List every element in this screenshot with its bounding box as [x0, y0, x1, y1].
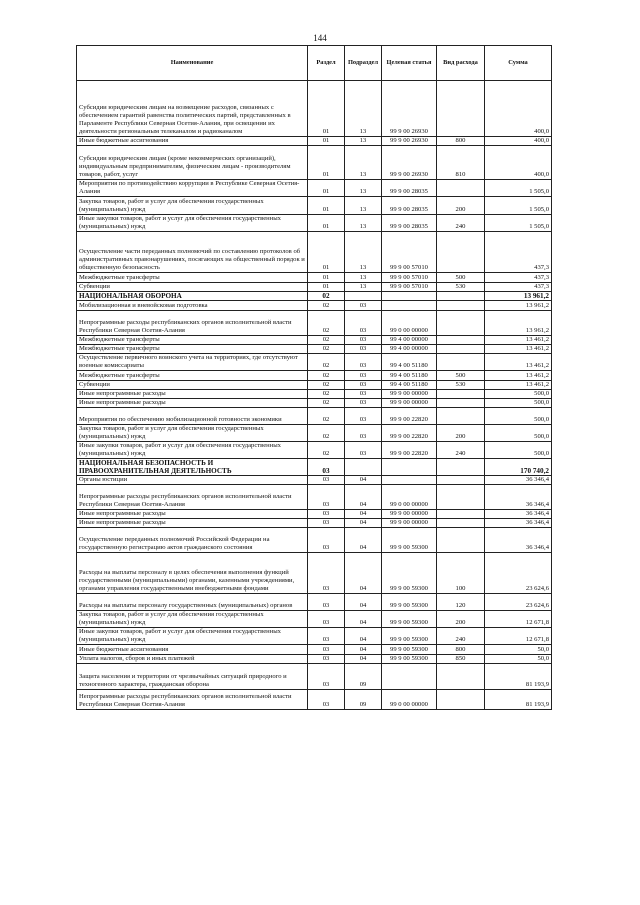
row-target-cell: 99 9 00 26930 [382, 137, 437, 146]
row-section-cell: 01 [308, 137, 345, 146]
row-expense-type-cell [437, 311, 485, 336]
row-subsection-cell: 13 [345, 283, 382, 292]
row-section-cell: 03 [308, 528, 345, 553]
row-section-cell: 01 [308, 180, 345, 197]
row-section-cell: 03 [308, 628, 345, 645]
row-target-cell: 99 9 00 28035 [382, 180, 437, 197]
row-target-cell: 99 9 00 59300 [382, 655, 437, 664]
table-row [77, 485, 552, 510]
row-name-cell: Субсидии юридическим лицам (кроме некоммерческих организаций), индивидуальным предпринимателям, физическим лицам - производителям товаров, работ, услуг [77, 146, 308, 180]
table-row [77, 628, 552, 645]
row-section-cell: 03 [308, 485, 345, 510]
table-row [77, 301, 552, 311]
table-row [77, 232, 552, 273]
row-subsection-cell: 03 [345, 425, 382, 442]
table-row [77, 664, 552, 690]
row-subsection-cell: 04 [345, 510, 382, 519]
row-subsection-cell: 03 [345, 371, 382, 381]
row-name-cell: Мобилизационная и вневойсковая подготовка [77, 301, 308, 311]
row-sum-cell: 36 346,4 [485, 476, 552, 485]
row-sum-cell: 36 346,4 [485, 485, 552, 510]
row-expense-type-cell: 810 [437, 146, 485, 180]
row-name-cell: Субвенции [77, 283, 308, 292]
row-target-cell: 99 9 00 28035 [382, 215, 437, 232]
row-sum-cell: 437,3 [485, 273, 552, 283]
table-row [77, 442, 552, 459]
table-row [77, 354, 552, 371]
row-section-cell: 02 [308, 311, 345, 336]
row-section-cell: 01 [308, 232, 345, 273]
row-name-cell: Межбюджетные трансферты [77, 371, 308, 381]
row-expense-type-cell: 800 [437, 645, 485, 655]
row-sum-cell: 50,0 [485, 655, 552, 664]
row-expense-type-cell [437, 81, 485, 137]
row-sum-cell: 1 505,0 [485, 215, 552, 232]
table-row [77, 408, 552, 425]
row-subsection-cell: 04 [345, 485, 382, 510]
row-expense-type-cell: 500 [437, 371, 485, 381]
row-subsection-cell: 03 [345, 390, 382, 399]
row-name-cell: Межбюджетные трансферты [77, 273, 308, 283]
row-expense-type-cell: 530 [437, 283, 485, 292]
row-subsection-cell: 09 [345, 664, 382, 690]
row-sum-cell: 500,0 [485, 425, 552, 442]
row-sum-cell: 81 193,9 [485, 690, 552, 710]
table-row [77, 655, 552, 664]
row-section-cell: 03 [308, 459, 345, 476]
row-name-cell: Иные закупки товаров, работ и услуг для обеспечения государственных (муниципальных) нужд [77, 442, 308, 459]
row-section-cell: 02 [308, 336, 345, 345]
row-target-cell: 99 9 00 22820 [382, 425, 437, 442]
row-name-cell: Осуществление первичного воинского учета на территориях, где отсутствуют военные комиссариаты [77, 354, 308, 371]
row-name-cell: Закупка товаров, работ и услуг для обеспечения государственных (муниципальных) нужд [77, 611, 308, 628]
row-section-cell: 03 [308, 645, 345, 655]
row-subsection-cell: 04 [345, 519, 382, 528]
row-subsection-cell: 03 [345, 442, 382, 459]
row-section-cell: 02 [308, 301, 345, 311]
row-expense-type-cell: 120 [437, 594, 485, 611]
row-subsection-cell: 03 [345, 336, 382, 345]
table-row [77, 137, 552, 146]
row-section-cell: 03 [308, 690, 345, 710]
row-target-cell [382, 301, 437, 311]
row-expense-type-cell [437, 528, 485, 553]
row-expense-type-cell: 850 [437, 655, 485, 664]
row-subsection-cell: 03 [345, 301, 382, 311]
header-name: Наименование [77, 46, 308, 81]
row-sum-cell: 81 193,9 [485, 664, 552, 690]
row-name-cell: Иные непрограммные расходы [77, 390, 308, 399]
row-sum-cell: 13 461,2 [485, 345, 552, 354]
row-name-cell: Осуществление части переданных полномочий по составлению протоколов об административных правонарушениях, посягающих на общественный порядок и общественную безопасность [77, 232, 308, 273]
table-row [77, 476, 552, 485]
row-target-cell: 99 0 00 00000 [382, 690, 437, 710]
row-section-cell: 02 [308, 425, 345, 442]
table-row [77, 345, 552, 354]
row-section-cell: 03 [308, 655, 345, 664]
row-name-cell: Иные бюджетные ассигнования [77, 137, 308, 146]
row-section-cell: 02 [308, 399, 345, 408]
row-sum-cell: 500,0 [485, 390, 552, 399]
row-name-cell: Защита населения и территории от чрезвычайных ситуаций природного и техногенного характера, гражданская оборона [77, 664, 308, 690]
row-expense-type-cell: 200 [437, 197, 485, 215]
table-row [77, 553, 552, 594]
table-row [77, 146, 552, 180]
row-sum-cell: 13 461,2 [485, 336, 552, 345]
row-subsection-cell: 13 [345, 146, 382, 180]
row-sum-cell: 12 671,8 [485, 628, 552, 645]
row-name-cell: Расходы на выплаты персоналу в целях обеспечения выполнения функций государственными (муниципальными) органами, казенными учреждениями, органами управления государственными внебюджетными фондами [77, 553, 308, 594]
table-row [77, 180, 552, 197]
row-target-cell: 99 9 00 57010 [382, 273, 437, 283]
row-name-cell: Мероприятия по обеспечению мобилизационной готовности экономики [77, 408, 308, 425]
row-name-cell: Непрограммные расходы республиканских органов исполнительной власти Республики Северная Осетия-Алания [77, 690, 308, 710]
row-section-cell: 01 [308, 215, 345, 232]
row-sum-cell: 170 740,2 [485, 459, 552, 476]
row-subsection-cell: 04 [345, 628, 382, 645]
row-subsection-cell: 04 [345, 594, 382, 611]
row-target-cell: 99 9 00 57010 [382, 283, 437, 292]
row-section-cell: 01 [308, 197, 345, 215]
table-row [77, 399, 552, 408]
row-section-cell: 02 [308, 345, 345, 354]
row-subsection-cell [345, 292, 382, 301]
row-sum-cell: 36 346,4 [485, 519, 552, 528]
table-row [77, 690, 552, 710]
header-expense-type: Вид расхода [437, 46, 485, 81]
row-expense-type-cell [437, 336, 485, 345]
row-expense-type-cell [437, 301, 485, 311]
table-row [77, 311, 552, 336]
row-sum-cell: 13 461,2 [485, 371, 552, 381]
page-number: 144 [313, 33, 327, 43]
row-target-cell: 99 9 00 00000 [382, 390, 437, 399]
row-target-cell: 99 9 00 59300 [382, 628, 437, 645]
row-section-cell: 03 [308, 519, 345, 528]
row-name-cell: Иные непрограммные расходы [77, 399, 308, 408]
row-section-cell: 01 [308, 81, 345, 137]
row-target-cell: 99 4 00 51180 [382, 381, 437, 390]
row-expense-type-cell [437, 232, 485, 273]
row-sum-cell: 36 346,4 [485, 510, 552, 519]
row-target-cell: 99 9 00 26930 [382, 81, 437, 137]
table-row [77, 197, 552, 215]
row-expense-type-cell [437, 292, 485, 301]
row-name-cell: Мероприятия по противодействию коррупции в Республике Северная Осетия-Алания [77, 180, 308, 197]
table-row [77, 215, 552, 232]
row-subsection-cell [345, 459, 382, 476]
row-sum-cell: 500,0 [485, 442, 552, 459]
row-subsection-cell: 13 [345, 81, 382, 137]
row-subsection-cell: 04 [345, 655, 382, 664]
row-sum-cell: 13 961,2 [485, 292, 552, 301]
row-subsection-cell: 03 [345, 408, 382, 425]
row-name-cell: Закупка товаров, работ и услуг для обеспечения государственных (муниципальных) нужд [77, 425, 308, 442]
table-row [77, 645, 552, 655]
row-expense-type-cell: 800 [437, 137, 485, 146]
table-row [77, 336, 552, 345]
row-sum-cell: 400,0 [485, 137, 552, 146]
row-expense-type-cell: 500 [437, 273, 485, 283]
row-subsection-cell: 03 [345, 345, 382, 354]
row-sum-cell: 23 624,6 [485, 553, 552, 594]
row-target-cell: 99 9 00 26930 [382, 146, 437, 180]
row-sum-cell: 1 505,0 [485, 197, 552, 215]
row-name-cell: Субвенции [77, 381, 308, 390]
row-sum-cell: 13 961,2 [485, 311, 552, 336]
row-subsection-cell: 13 [345, 273, 382, 283]
row-section-cell: 03 [308, 594, 345, 611]
row-expense-type-cell [437, 485, 485, 510]
row-name-cell: Иные закупки товаров, работ и услуг для обеспечения государственных (муниципальных) нужд [77, 628, 308, 645]
row-target-cell: 99 9 00 00000 [382, 399, 437, 408]
row-target-cell: 99 9 00 59300 [382, 611, 437, 628]
header-section: Раздел [308, 46, 345, 81]
row-subsection-cell: 03 [345, 381, 382, 390]
row-name-cell: Органы юстиции [77, 476, 308, 485]
row-sum-cell: 12 671,8 [485, 611, 552, 628]
row-section-cell: 01 [308, 283, 345, 292]
row-sum-cell: 437,3 [485, 232, 552, 273]
table-row [77, 594, 552, 611]
row-target-cell: 99 4 00 51180 [382, 371, 437, 381]
table-row [77, 371, 552, 381]
row-target-cell: 99 0 00 00000 [382, 485, 437, 510]
row-subsection-cell: 13 [345, 232, 382, 273]
row-subsection-cell: 03 [345, 354, 382, 371]
row-name-cell: Субсидии юридическим лицам на возмещение расходов, связанных с обеспечением гарантий равенства политических партий, представленных в Парламенте Республики Северная Осетия-Алания, при освещении их деятельности региональным телеканалом и радиоканалом [77, 81, 308, 137]
row-sum-cell: 23 624,6 [485, 594, 552, 611]
row-target-cell: 99 9 00 22820 [382, 408, 437, 425]
table-row [77, 611, 552, 628]
row-target-cell [382, 459, 437, 476]
row-subsection-cell: 13 [345, 180, 382, 197]
header-subsection: Подраздел [345, 46, 382, 81]
row-sum-cell: 13 961,2 [485, 301, 552, 311]
row-name-cell: Межбюджетные трансферты [77, 336, 308, 345]
table-row [77, 425, 552, 442]
row-section-cell: 01 [308, 146, 345, 180]
row-sum-cell: 36 346,4 [485, 528, 552, 553]
row-target-cell: 99 9 00 59300 [382, 528, 437, 553]
row-target-cell: 99 4 00 00000 [382, 345, 437, 354]
row-expense-type-cell [437, 510, 485, 519]
row-target-cell: 99 9 00 22820 [382, 442, 437, 459]
row-section-cell: 02 [308, 354, 345, 371]
row-subsection-cell: 13 [345, 215, 382, 232]
row-expense-type-cell: 100 [437, 553, 485, 594]
row-expense-type-cell [437, 476, 485, 485]
row-name-cell: Иные непрограммные расходы [77, 510, 308, 519]
row-section-cell: 02 [308, 408, 345, 425]
row-name-cell: Межбюджетные трансферты [77, 345, 308, 354]
row-sum-cell: 50,0 [485, 645, 552, 655]
table-row [77, 519, 552, 528]
row-expense-type-cell: 200 [437, 611, 485, 628]
row-subsection-cell: 13 [345, 137, 382, 146]
row-expense-type-cell [437, 690, 485, 710]
table-row [77, 273, 552, 283]
table-row [77, 81, 552, 137]
row-name-cell: НАЦИОНАЛЬНАЯ БЕЗОПАСНОСТЬ И ПРАВООХРАНИТЕЛЬНАЯ ДЕЯТЕЛЬНОСТЬ [77, 459, 308, 476]
row-subsection-cell: 04 [345, 611, 382, 628]
row-expense-type-cell [437, 399, 485, 408]
row-sum-cell: 437,3 [485, 283, 552, 292]
row-section-cell: 02 [308, 390, 345, 399]
row-target-cell: 99 9 00 00000 [382, 519, 437, 528]
row-subsection-cell: 04 [345, 553, 382, 594]
row-name-cell: Уплата налогов, сборов и иных платежей [77, 655, 308, 664]
row-expense-type-cell [437, 408, 485, 425]
header-target: Целевая статья [382, 46, 437, 81]
row-expense-type-cell [437, 180, 485, 197]
row-section-cell: 02 [308, 442, 345, 459]
table-row [77, 459, 552, 476]
row-sum-cell: 400,0 [485, 81, 552, 137]
table-row [77, 381, 552, 390]
row-name-cell: Закупка товаров, работ и услуг для обеспечения государственных (муниципальных) нужд [77, 197, 308, 215]
row-sum-cell: 500,0 [485, 408, 552, 425]
row-target-cell: 99 9 00 28035 [382, 197, 437, 215]
table-row [77, 292, 552, 301]
row-subsection-cell: 03 [345, 399, 382, 408]
row-expense-type-cell [437, 354, 485, 371]
row-target-cell: 99 4 00 00000 [382, 336, 437, 345]
row-expense-type-cell: 240 [437, 628, 485, 645]
row-expense-type-cell: 530 [437, 381, 485, 390]
row-name-cell: Иные закупки товаров, работ и услуг для обеспечения государственных (муниципальных) нужд [77, 215, 308, 232]
row-sum-cell: 400,0 [485, 146, 552, 180]
table-row [77, 528, 552, 553]
row-subsection-cell: 03 [345, 311, 382, 336]
row-section-cell: 02 [308, 371, 345, 381]
row-expense-type-cell: 240 [437, 215, 485, 232]
row-subsection-cell: 04 [345, 476, 382, 485]
row-name-cell: Расходы на выплаты персоналу государственных (муниципальных) органов [77, 594, 308, 611]
table-row [77, 390, 552, 399]
row-sum-cell: 13 461,2 [485, 354, 552, 371]
row-expense-type-cell: 240 [437, 442, 485, 459]
row-name-cell: Непрограммные расходы республиканских органов исполнительной власти Республики Северная Осетия-Алания [77, 485, 308, 510]
header-sum: Сумма [485, 46, 552, 81]
row-subsection-cell: 04 [345, 645, 382, 655]
row-expense-type-cell [437, 459, 485, 476]
row-section-cell: 03 [308, 611, 345, 628]
row-expense-type-cell [437, 345, 485, 354]
row-target-cell [382, 476, 437, 485]
row-name-cell: Осуществление переданных полномочий Российской Федерации на государственную регистрацию актов гражданского состояния [77, 528, 308, 553]
row-section-cell: 03 [308, 553, 345, 594]
table-header-row [77, 46, 552, 81]
row-target-cell: 99 0 00 00000 [382, 311, 437, 336]
row-name-cell: НАЦИОНАЛЬНАЯ ОБОРОНА [77, 292, 308, 301]
row-section-cell: 01 [308, 273, 345, 283]
row-subsection-cell: 04 [345, 528, 382, 553]
row-subsection-cell: 09 [345, 690, 382, 710]
row-section-cell: 03 [308, 476, 345, 485]
row-section-cell: 02 [308, 292, 345, 301]
row-section-cell: 02 [308, 381, 345, 390]
row-sum-cell: 13 461,2 [485, 381, 552, 390]
row-expense-type-cell: 200 [437, 425, 485, 442]
table-row [77, 283, 552, 292]
row-target-cell [382, 292, 437, 301]
row-sum-cell: 1 505,0 [485, 180, 552, 197]
row-section-cell: 03 [308, 664, 345, 690]
row-target-cell: 99 4 00 51180 [382, 354, 437, 371]
row-name-cell: Иные бюджетные ассигнования [77, 645, 308, 655]
row-expense-type-cell [437, 390, 485, 399]
row-target-cell: 99 9 00 59300 [382, 594, 437, 611]
row-target-cell: 99 9 00 57010 [382, 232, 437, 273]
row-name-cell: Иные непрограммные расходы [77, 519, 308, 528]
row-target-cell: 99 9 00 00000 [382, 510, 437, 519]
budget-table [76, 45, 552, 710]
row-sum-cell: 500,0 [485, 399, 552, 408]
row-subsection-cell: 13 [345, 197, 382, 215]
row-section-cell: 03 [308, 510, 345, 519]
row-name-cell: Непрограммные расходы республиканских органов исполнительной власти Республики Северная Осетия-Алания [77, 311, 308, 336]
table-row [77, 510, 552, 519]
row-target-cell [382, 664, 437, 690]
row-target-cell: 99 9 00 59300 [382, 553, 437, 594]
row-expense-type-cell [437, 664, 485, 690]
row-expense-type-cell [437, 519, 485, 528]
row-target-cell: 99 9 00 59300 [382, 645, 437, 655]
